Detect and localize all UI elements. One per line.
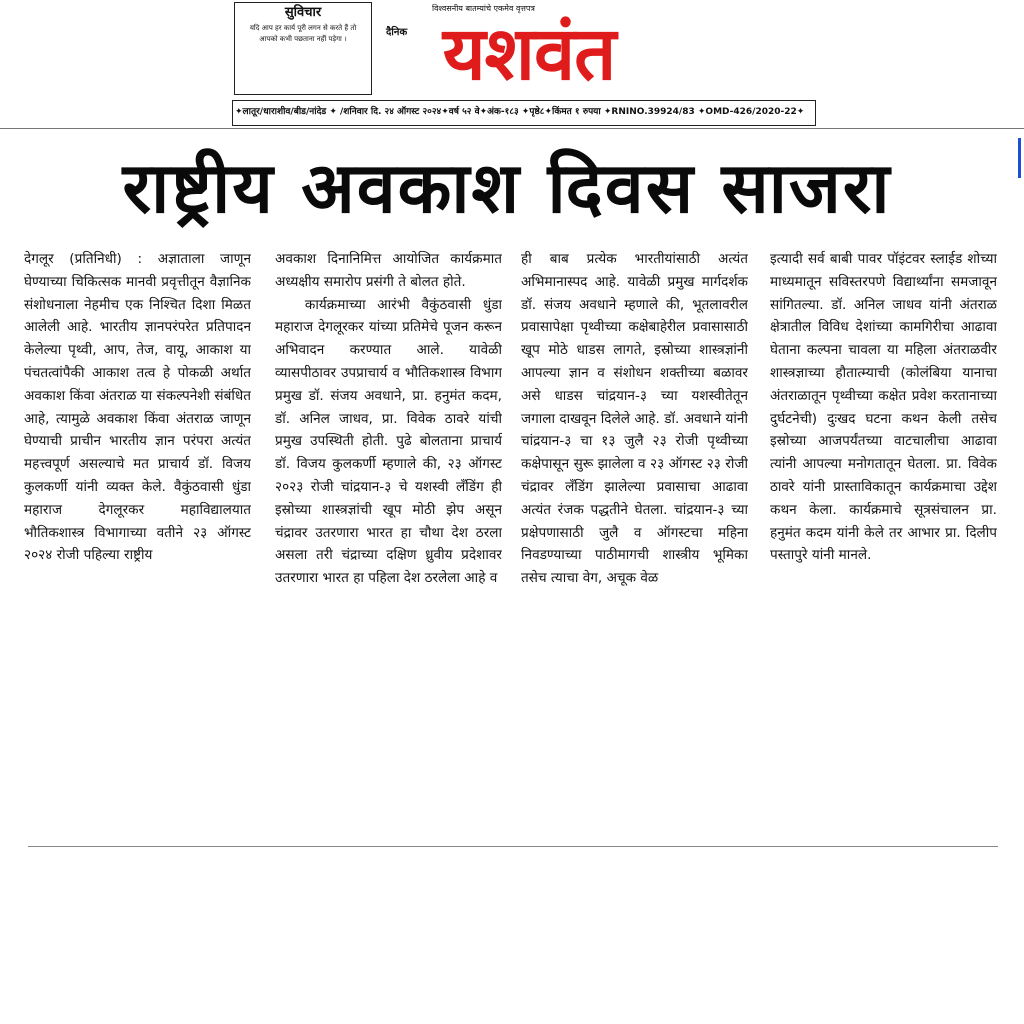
article-column-3	[521, 248, 748, 838]
masthead-tagline: विश्वसनीय बातम्यांचे एकमेव वृत्तपत्र	[432, 4, 535, 13]
article-paragraph: इत्यादी सर्व बाबी पावर पॉइंटवर स्लाईड शोच्या माध्यमातून सविस्तरपणे विद्यार्थ्यांना समजावून सांगितल्या. डॉ. अनिल जाधव यांनी अंतराळ क्षेत्रातील विविध देशांच्या कामगिरीचा आढावा घेताना कल्पना चावला या महिला अंतराळवीर शास्त्रज्ञाच्या हौतात्म्याची (कोलंबिया यानाचा अंतराळातून पृथ्वीच्या कक्षेत प्रवेश करतानाच्या दुर्घटनेची) दुःखद घटना कथन केली तसेच इस्रोच्या आजपर्यंतच्या वाटचालीचा आढावा त्यांनी आपल्या मनोगतातून घेतला. प्रा. विवेक ठावरे यांनी प्रास्ताविकातून कार्यक्रमाचा उद्देश कथन केला. कार्यक्रमाचे सूत्रसंचालन प्रा. हनुमंत कदम यांनी केले तर आभार प्रा. दिलीप पस्तापुरे यांनी मानले.	[770, 251, 997, 564]
article-column-2	[275, 248, 502, 838]
article-paragraph: अवकाश दिनानिमित्त आयोजित कार्यक्रमात अध्यक्षीय समारोप प्रसंगी ते बोलत होते.	[275, 251, 502, 290]
newspaper-logo: यशवंत	[442, 11, 616, 97]
daily-label: दैनिक	[386, 27, 408, 38]
bottom-divider	[28, 846, 998, 847]
article-paragraph: कार्यक्रमाच्या आरंभी वैकुंठवासी धुंडा महाराज देगलूरकर यांच्या प्रतिमेचे पूजन करून अभिवादन करण्यात आले. यावेळी व्यासपीठावर उपप्राचार्य व भौतिकशास्त्र विभाग प्रमुख डॉ. संजय अवधाने, प्रा. हनुमंत कदम, डॉ. अनिल जाधव, प्रा. विवेक ठावरे यांची प्रमुख उपस्थिती होती. पुढे बोलताना प्राचार्य डॉ. विजय कुलकर्णी म्हणाले की, २३ ऑगस्ट २०२३ रोजी चांद्रयान-३ चे यशस्वी लँडिंग ही इस्रोच्या शास्त्रज्ञांची खूप मोठी झेप असून चंद्रावर उतरणारा भारत हा चौथा देश ठरला असला तरी चंद्राच्या दक्षिण ध्रुवीय प्रदेशावर उतरणारा भारत हा पहिला देश ठरलेला आहे व	[275, 296, 502, 587]
article-column-4	[770, 248, 997, 838]
thought-box	[234, 2, 372, 95]
edition-info-strip: ✦लातूर/धाराशीव/बीड/नांदेड ✦ /शनिवार दि. २४ ऑगस्ट २०२४✦वर्ष ५२ वे✦अंक-१८३ ✦पृष्ठे८✦किंमत १ रुपया ✦RNINO.39924/83 ✦OMD-426/2020-22✦	[232, 100, 816, 126]
article-paragraph: देगलूर (प्रतिनिधी) : अज्ञाताला जाणून घेण्याच्या चिकित्सक मानवी प्रवृत्तीतून वैज्ञानिक संशोधनाला नेहमीच एक निश्चित दिशा मिळत आलेली आहे. भारतीय ज्ञानपरंपरेत प्रतिपादन केलेल्या पृथ्वी, आप, तेज, वायू, आकाश या पंचतत्वांपैकी आकाश तत्व हे पोकळी अर्थात अवकाश किंवा अंतराळ या संकल्पनेशी संबंधित आहे, त्यामुळे अवकाश किंवा अंतराळ जाणून घेण्याची प्राचीन भारतीय ज्ञान परंपरा अत्यंत महत्त्वपूर्ण असल्याचे मत प्राचार्य डॉ. विजय कुलकर्णी यांनी व्यक्त केले. वैकुंठवासी धुंडा महाराज देगलूरकर महाविद्यालयात भौतिकशास्त्र विभागाच्या वतीने २३ ऑगस्ट २०२४ रोजी पहिल्या राष्ट्रीय	[24, 251, 251, 564]
thought-text: यदि आप हर कार्य पूरी लगन से करते हैं तो आपको कभी पछताना नहीं पड़ेगा ।	[249, 24, 357, 43]
thought-title: सुविचार	[284, 5, 322, 20]
side-marker	[1018, 138, 1021, 178]
article-paragraph: ही बाब प्रत्येक भारतीयांसाठी अत्यंत अभिमानास्पद आहे. यावेळी प्रमुख मार्गदर्शक डॉ. संजय अवधाने म्हणाले की, भूतलावरील प्रवासापेक्षा पृथ्वीच्या कक्षेबाहेरील प्रवासासाठी खूप मोठे धाडस लागते, इस्रोच्या शास्त्रज्ञांनी आपल्या ज्ञान व संशोधन शक्तीच्या बळावर असे धाडस चांद्रयान-३ च्या यशस्वीतेतून जगाला दाखवून दिलेले आहे. डॉ. अवधाने यांनी चांद्रयान-३ चा १३ जुलै २३ रोजी पृथ्वीच्या कक्षेपासून सुरू झालेला व २३ ऑगस्ट २३ रोजी चंद्रावर लँडिंग झालेल्या प्रवासाचा आढावा अत्यंत रंजक पद्धतीने घेतला. चांद्रयान-३ च्या प्रक्षेपणासाठी जुलै व ऑगस्टचा महिना निवडण्याच्या पाठीमागची शास्त्रीय भूमिका तसेच त्याचा वेग, अचूक वेळ	[521, 251, 748, 587]
headline: राष्ट्रीय अवकाश दिवस साजरा	[122, 147, 892, 229]
article-column-1	[24, 248, 251, 838]
top-divider	[0, 128, 1024, 129]
